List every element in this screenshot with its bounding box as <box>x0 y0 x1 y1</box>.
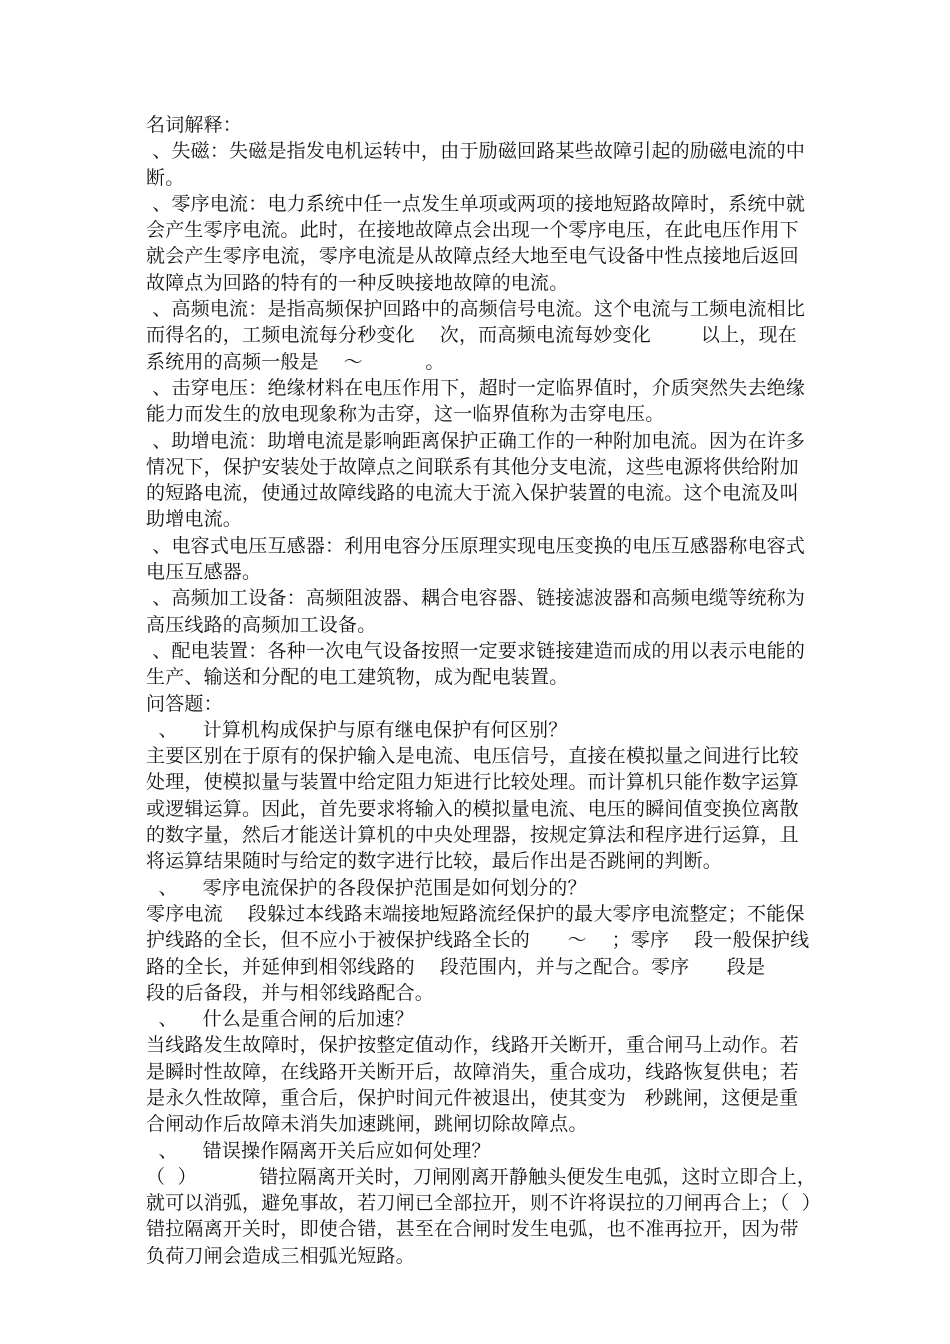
text-line: 是瞬时性故障，在线路开关断开后，故障消失，重合成功，线路恢复供电；若 <box>146 1060 799 1083</box>
text-line: 、失磁：失磁是指发电机运转中，由于励磁回路某些故障引起的励磁电流的中 <box>146 140 806 163</box>
text-line: 段的后备段，并与相邻线路配合。 <box>146 981 435 1004</box>
text-line: 护线路的全长，但不应小于被保护线路全长的 ～ ；零序 段一般保护线 <box>146 929 810 952</box>
text-line: 、零序电流：电力系统中任一点发生单项或两项的接地短路故障时，系统中就 <box>146 192 806 215</box>
text-line: 、 什么是重合闸的后加速？ <box>146 1008 414 1031</box>
text-line: 的数字量，然后才能送计算机的中央处理器，按规定算法和程序进行运算，且 <box>146 824 799 847</box>
text-line: 、 零序电流保护的各段保护范围是如何划分的？ <box>146 876 587 899</box>
text-line: 、 错误操作隔离开关后应如何处理？ <box>146 1139 491 1162</box>
text-line: 主要区别在于原有的保护输入是电流、电压信号，直接在模拟量之间进行比较 <box>146 745 799 768</box>
text-line: 合闸动作后故障未消失加速跳闸，跳闸切除故障点。 <box>146 1113 588 1136</box>
text-line: 而得名的，工频电流每分秒变化 次，而高频电流每妙变化 以上，现在 <box>146 324 797 347</box>
text-line: 将运算结果随时与给定的数字进行比较，最后作出是否跳闸的判断。 <box>146 850 723 873</box>
text-line: 、 计算机构成保护与原有继电保护有何区别？ <box>146 718 568 741</box>
text-line: 故障点为回路的特有的一种反映接地故障的电流。 <box>146 271 569 294</box>
text-line: 电压互感器。 <box>146 561 262 584</box>
text-line: 就可以消弧，避免事故，若刀闸已全部拉开，则不许将误拉的刀闸再合上；（ ） <box>146 1192 821 1215</box>
text-line: 名词解释： <box>146 114 243 136</box>
text-line: 、助增电流：助增电流是影响距离保护正确工作的一种附加电流。因为在许多 <box>146 429 806 452</box>
text-line: 路的全长，并延伸到相邻线路的 段范围内，并与之配合。零序 段是 <box>146 955 766 978</box>
text-line: 、配电装置：各种一次电气设备按照一定要求链接建造而成的用以表示电能的 <box>146 639 806 662</box>
text-line: 零序电流 段躲过本线路末端接地短路流经保护的最大零序电流整定；不能保 <box>146 902 805 925</box>
text-line: 就会产生零序电流，零序电流是从故障点经大地至电气设备中性点接地后返回 <box>146 245 799 268</box>
text-line: 系统用的高频一般是 ～ 。 <box>146 350 445 373</box>
text-line: 、高频电流：是指高频保护回路中的高频信号电流。这个电流与工频电流相比 <box>146 298 806 321</box>
text-line: 的短路电流，使通过故障线路的电流大于流入保护装置的电流。这个电流及叫 <box>146 482 799 505</box>
text-line: 、高频加工设备：高频阻波器、耦合电容器、链接滤波器和高频电缆等统称为 <box>146 587 806 610</box>
text-line: 生产、输送和分配的电工建筑物，成为配电装置。 <box>146 666 569 689</box>
text-line: 情况下，保护安装处于故障点之间联系有其他分支电流，这些电源将供给附加 <box>146 455 799 478</box>
text-line: 问答题： <box>146 692 223 715</box>
text-line: （ ） 错拉隔离开关时，刀闸刚离开静触头便发生电弧，这时立即合上， <box>146 1165 817 1188</box>
text-line: 断。 <box>146 166 185 189</box>
text-line: 或逻辑运算。因此，首先要求将输入的模拟量电流、电压的瞬间值变换位离散 <box>146 797 799 820</box>
text-line: 能力而发生的放电现象称为击穿，这一临界值称为击穿电压。 <box>146 403 665 426</box>
document-body <box>146 112 821 1269</box>
text-line: 处理，使模拟量与装置中给定阻力矩进行比较处理。而计算机只能作数字运算 <box>146 771 799 794</box>
text-line: 负荷刀闸会造成三相弧光短路。 <box>146 1244 415 1267</box>
text-line: 、电容式电压互感器：利用电容分压原理实现电压变换的电压互感器称电容式 <box>146 534 806 557</box>
text-line: 助增电流。 <box>146 508 243 531</box>
text-line: 会产生零序电流。此时，在接地故障点会出现一个零序电压，在此电压作用下 <box>146 219 799 242</box>
text-line: 当线路发生故障时，保护按整定值动作，线路开关断开，重合闸马上动作。若 <box>146 1034 799 1057</box>
text-line: 错拉隔离开关时，即使合错，甚至在合闸时发生电弧，也不准再拉开，因为带 <box>146 1218 799 1241</box>
text-line: 、击穿电压：绝缘材料在电压作用下，超时一定临界值时，介质突然失去绝缘 <box>146 376 806 399</box>
text-line: 高压线路的高频加工设备。 <box>146 613 377 636</box>
text-line: 是永久性故障，重合后，保护时间元件被退出，使其变为 秒跳闸，这便是重 <box>146 1086 799 1109</box>
